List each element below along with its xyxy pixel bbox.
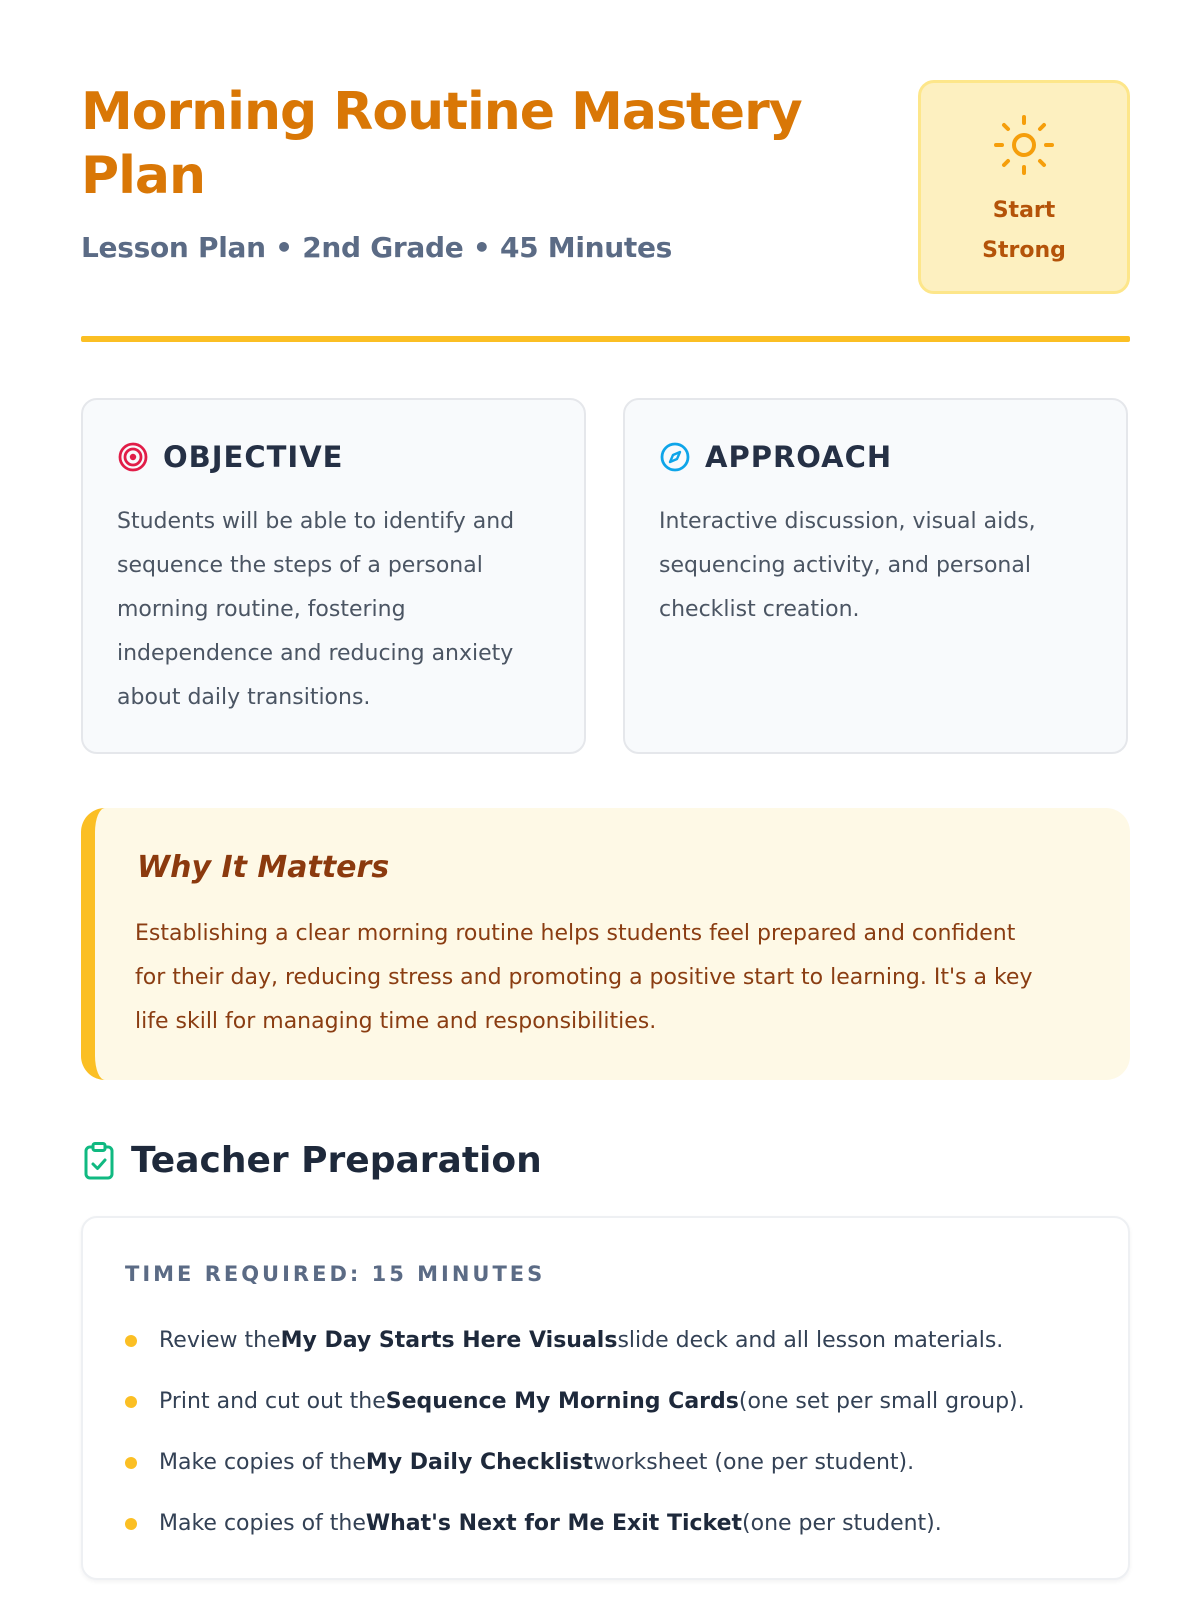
- lesson-subtitle: Lesson Plan • 2nd Grade • 45 Minutes: [81, 231, 673, 264]
- prep-heading: Teacher Preparation: [131, 1140, 542, 1181]
- approach-text: Interactive discussion, visual aids, sequencing activity, and personal checklist creation.: [659, 509, 1036, 622]
- clipboard-check-icon: [83, 1142, 115, 1180]
- list-item: Make copies of the My Daily Checklist worksheet (one per student).: [125, 1432, 1025, 1493]
- prep-card: [81, 1216, 1130, 1580]
- list-item: Print and cut out the Sequence My Morning Cards (one set per small group).: [125, 1371, 1025, 1432]
- sun-icon: [992, 113, 1056, 177]
- time-required-label: TIME REQUIRED: 15 MINUTES: [125, 1262, 546, 1286]
- objective-title: OBJECTIVE: [163, 440, 344, 474]
- list-item: Make copies of the What's Next for Me Exit Ticket (one per student).: [125, 1493, 1025, 1554]
- prep-section-header: [83, 1140, 542, 1181]
- bullet-dot: [125, 1335, 137, 1347]
- material-name: Sequence My Morning Cards: [385, 1389, 739, 1414]
- start-strong-badge: [918, 80, 1130, 294]
- page-title: Morning Routine Mastery Plan: [81, 82, 802, 206]
- approach-card: [623, 398, 1128, 754]
- prep-list: [125, 1310, 1025, 1554]
- why-text: Establishing a clear morning routine helps students feel prepared and confident for their day, reducing stress and promoting a positive start to learning. It's a key life skill for managing time and responsibilities.: [135, 921, 1033, 1034]
- lesson-header: [81, 80, 1130, 342]
- why-it-matters-callout: [81, 808, 1130, 1080]
- material-name: My Daily Checklist: [365, 1450, 594, 1475]
- compass-icon: [659, 441, 691, 473]
- bullet-dot: [125, 1457, 137, 1469]
- objective-text: Students will be able to identify and sequence the steps of a personal morning routine, fostering independence and reducing anxiety about daily transitions.: [117, 509, 515, 710]
- objective-card: [81, 398, 586, 754]
- header-divider: [81, 336, 1130, 342]
- bullet-dot: [125, 1518, 137, 1530]
- material-name: My Day Starts Here Visuals: [280, 1328, 618, 1353]
- list-item: Review the My Day Starts Here Visuals slide deck and all lesson materials.: [125, 1310, 1025, 1371]
- objective-header: [117, 440, 343, 474]
- approach-title: APPROACH: [705, 440, 893, 474]
- material-name: What's Next for Me Exit Ticket: [365, 1511, 743, 1536]
- target-icon: [117, 441, 149, 473]
- bullet-dot: [125, 1396, 137, 1408]
- why-title: Why It Matters: [137, 850, 390, 885]
- badge-label: Start Strong: [982, 198, 1066, 263]
- approach-header: [659, 440, 892, 474]
